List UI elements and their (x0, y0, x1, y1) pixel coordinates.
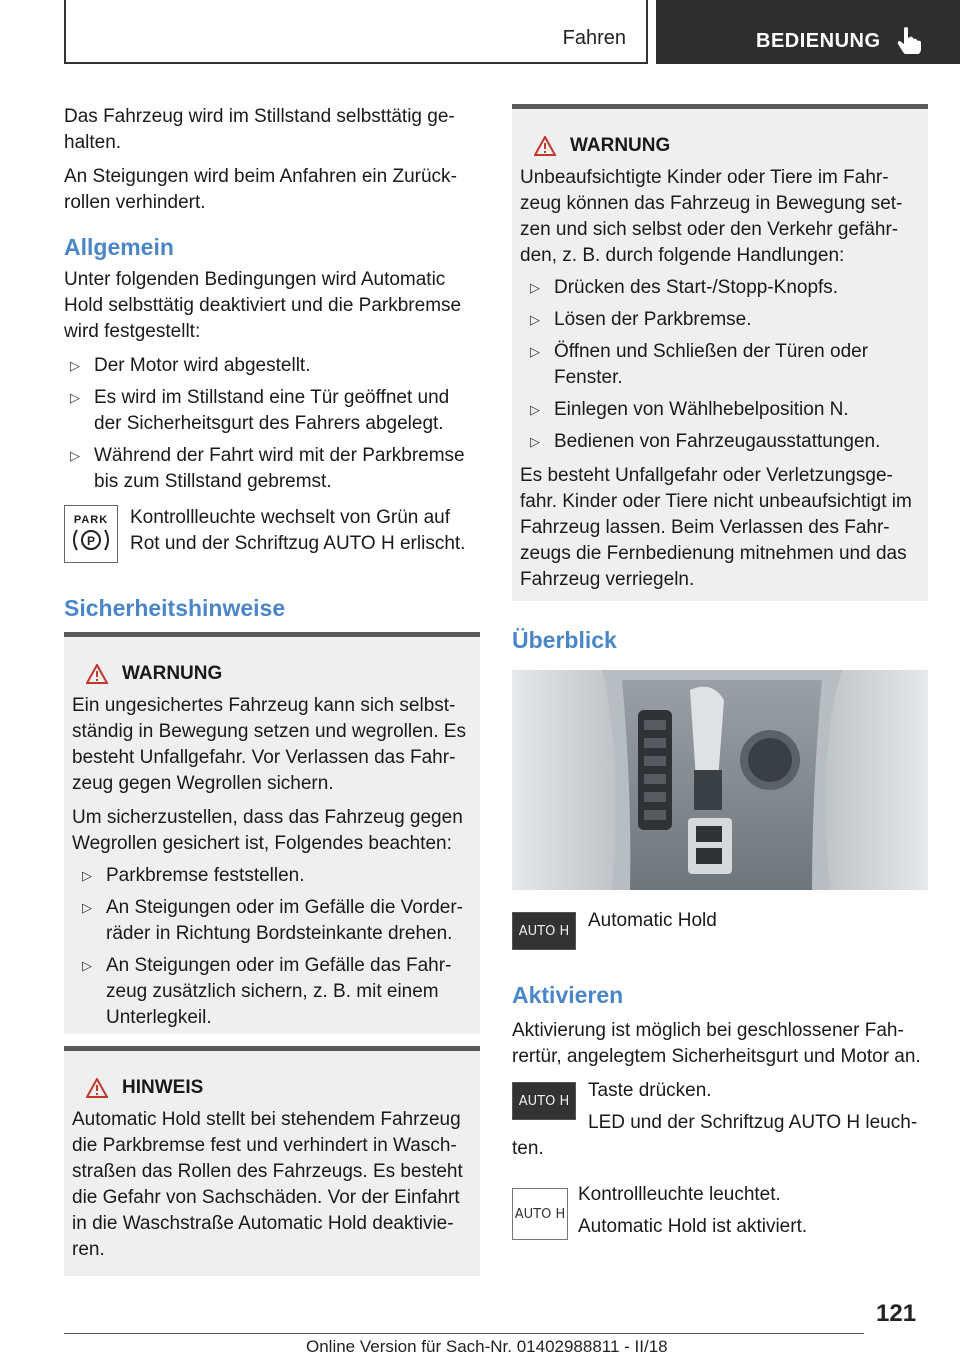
hand-pointer-icon (896, 26, 922, 59)
aktivieren-text: Aktivierung ist möglich bei geschlossener Fahrertür, angelegtem Sicherheitsgurt und Motor an. (512, 1020, 921, 1067)
aktivieren-heading: Aktivieren (512, 982, 624, 1008)
list-item: ▷ An Steigungen oder im Gefälle das Fahrzeug zusätzlich sichern, z. B. mit einem Unterlegkeil. (82, 955, 452, 1028)
warning-text: Unbeaufsichtigte Kinder oder Tiere im Fahrzeug können das Fahrzeug in Bewegung setzen und sich selbst oder den Verkehr gefährden, z. B. durch folgende Handlungen: (520, 167, 903, 266)
allgemein-heading: Allgemein (64, 234, 174, 260)
warning-triangle-icon (86, 1078, 108, 1098)
auto-h-button-icon: AUTO H (512, 1082, 576, 1120)
park-indicator-text: Kontrollleuchte wechselt von Grün auf Rot und der Schriftzug AUTO H erlischt. (130, 507, 466, 554)
warning-box-1 (64, 632, 480, 1034)
list-item: ▷ Drücken des Start-/Stopp-Knopfs. (524, 275, 918, 301)
warning-title: WARNUNG (570, 135, 671, 156)
triangle-bullet-icon: ▷ (82, 868, 92, 883)
triangle-bullet-icon: ▷ (70, 448, 80, 463)
header-chapter-title: BEDIENUNG (756, 30, 881, 52)
intro-paragraph-2: An Steigungen wird beim Anfahren ein Zurückrollen verhindert. (64, 166, 457, 213)
taste-druecken-text: Taste drücken. (588, 1080, 712, 1101)
list-item: ▷ Einlegen von Wählhebelposition N. (524, 397, 918, 423)
triangle-bullet-icon: ▷ (530, 280, 540, 295)
kontrollleuchte-text: Kontrollleuchte leuchtet. (578, 1184, 781, 1205)
triangle-bullet-icon: ▷ (530, 344, 540, 359)
auto-h-indicator-icon: AUTO H (512, 1188, 568, 1240)
led-text: LED und der Schriftzug AUTO H leuchten. (512, 1112, 918, 1159)
page-number: 121 (876, 1300, 917, 1327)
warning-triangle-icon (86, 664, 108, 684)
sicherheitshinweise-heading: Sicherheitshinweise (64, 595, 286, 621)
park-brake-indicator-icon: PARK P (64, 505, 118, 563)
auto-h-button-icon: AUTO H (512, 912, 576, 950)
triangle-bullet-icon: ▷ (530, 434, 540, 449)
list-item: ▷ Parkbremse feststellen. (76, 863, 470, 889)
list-item: ▷ Lösen der Parkbremse. (524, 307, 918, 333)
triangle-bullet-icon: ▷ (70, 358, 80, 373)
intro-paragraph-1: Das Fahrzeug wird im Stillstand selbsttätig gehalten. (64, 106, 455, 153)
triangle-bullet-icon: ▷ (530, 312, 540, 327)
allgemein-text: Unter folgenden Bedingungen wird Automatic Hold selbsttätig deaktiviert und die Parkbremse wird festgestellt: (64, 269, 462, 342)
header-chapter-box (656, 0, 960, 64)
svg-text:P: P (86, 534, 96, 548)
auto-h-caption: Automatic Hold (588, 910, 717, 931)
triangle-bullet-icon: ▷ (530, 402, 540, 417)
warning-text-2: Um sicherzustellen, dass das Fahrzeug gegen Wegrollen gesichert ist, Folgendes beachten: (72, 807, 463, 854)
hinweis-box (64, 1046, 480, 1276)
header-section-box (64, 0, 648, 64)
triangle-bullet-icon: ▷ (82, 900, 92, 915)
warning-triangle-icon (534, 136, 556, 156)
footer-online-version: Online Version für Sach-Nr. 01402988811 - II/18 (306, 1337, 668, 1356)
warning-title: WARNUNG (122, 663, 223, 684)
hinweis-text: Automatic Hold stellt bei stehendem Fahrzeug die Parkbremse fest und verhindert in Waschstraßen das Rollen des Fahrzeugs. Es besteht die Gefahr von Sachschäden. Vor der Einfahrt in die Waschstraße Automatic Hold deaktivieren. (72, 1109, 463, 1260)
list-item: ▷ Öffnen und Schließen der Türen oder Fenster. (530, 341, 869, 388)
footer-divider (64, 1333, 864, 1334)
list-item: ▷ An Steigungen oder im Gefälle die Vorderräder in Richtung Bordsteinkante drehen. (82, 897, 463, 944)
warning-text-2: Es besteht Unfallgefahr oder Verletzungsgefahr. Kinder oder Tiere nicht unbeaufsichtigt im Fahrzeug lassen. Beim Verlassen des Fahrzeugs die Fernbedienung mitnehmen und das Fahrzeug verriegeln. (520, 465, 912, 590)
ueberblick-heading: Überblick (512, 627, 617, 653)
header-section-title: Fahren (562, 27, 626, 49)
aktiviert-text: Automatic Hold ist aktiviert. (578, 1216, 808, 1237)
list-item: ▷ Bedienen von Fahrzeugausstattungen. (524, 429, 918, 455)
center-console-photo (512, 670, 928, 890)
triangle-bullet-icon: ▷ (82, 958, 92, 973)
list-item: ▷ Während der Fahrt wird mit der Parkbremse bis zum Stillstand gebremst. (70, 445, 465, 492)
hinweis-title: HINWEIS (122, 1077, 204, 1098)
warning-text: Ein ungesichertes Fahrzeug kann sich selbstständig in Bewegung setzen und wegrollen. Es besteht Unfallgefahr. Vor Verlassen das Fahrzeug gegen Wegrollen sichern. (72, 695, 466, 794)
left-column (64, 104, 474, 495)
allgemein-list (64, 353, 474, 495)
warning-box-2 (512, 104, 928, 601)
triangle-bullet-icon: ▷ (70, 390, 80, 405)
list-item: ▷ Der Motor wird abgestellt. (64, 353, 474, 379)
list-item: ▷ Es wird im Stillstand eine Tür geöffnet und der Sicherheitsgurt des Fahrers abgelegt. (70, 387, 450, 434)
